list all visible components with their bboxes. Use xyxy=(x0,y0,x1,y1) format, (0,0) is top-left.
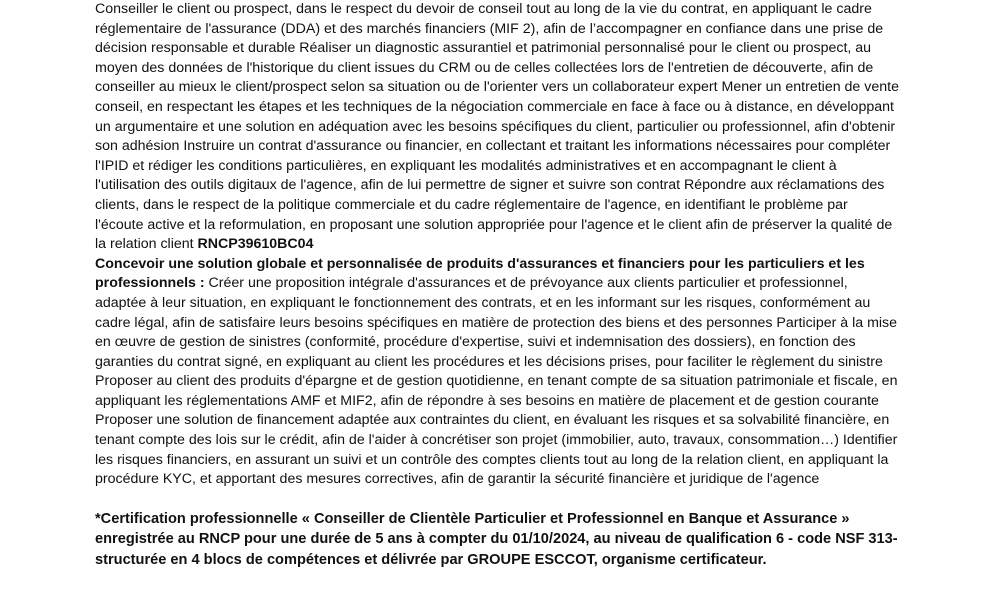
block2-text: Créer une proposition intégrale d'assurances et de prévoyance aux clients particulier et professionnel, adaptée à leur situation, en expliquant le fonctionnement des contrats, et en les informant sur les risques, conformément au cadre légal, afin de satisfaire leurs besoins spécifiques en matière de protection des biens et des personnes Participer à la mise en œuvre de gestion de sinistres (conformité, procédure d'expertise, suivi et indemnisation des dossiers), en fonction des garanties du contrat signé, en expliquant au client les procédures et les décisions prises, pour faciliter le règlement du sinistre Proposer au client des produits d'épargne et de gestion quotidienne, en tenant compte de sa situation patrimoniale et fiscale, en appliquant les réglementations AMF et MIF2, afin de répondre à ses besoins en matière de placement et de gestion courante Proposer une solution de financement adaptée aux contraintes du client, en évaluant les risques et sa solvabilité financière, en tenant compte des lois sur le crédit, afin de l'aider à concrétiser son projet (immobilier, auto, travaux, consommation…) Identifier les risques financiers, en assurant un suivi et un contrôle des comptes clients tout au long de la relation client, en appliquant la procédure KYC, et apportant des mesures correctives, afin de garantir la sécurité financière et juridique de l'agence xyxy=(95,275,898,488)
certification-note: *Certification professionnelle « Conseiller de Clientèle Particulier et Professionnel en Banque et Assurance » enregistrée au RNCP pour une durée de 5 ans à compter du 01/10/2024, au niveau de qualification 6 - code NSF 313- structurée en 4 blocs de compétences et délivrée par GROUPE ESCCOT, organisme certificateur. xyxy=(95,510,898,568)
block2-title: Concevoir une solution globale et personnalisée de produits d'assurances et financiers pour les particuliers et les professionnels : xyxy=(95,255,865,292)
document-page xyxy=(95,0,900,585)
block-code: RNCP39610BC04 xyxy=(197,236,314,253)
competence-blocks-paragraph xyxy=(95,0,900,490)
block1-text: Conseiller le client ou prospect, dans le respect du devoir de conseil tout au long de la vie du contrat, en appliquant le cadre réglementaire de l'assurance (DDA) et des marchés financiers (MIF 2), afin de l’accompagner en confiance dans une prise de décision responsable et durable Réaliser un diagnostic assurantiel et patrimonial personnalisé pour le client ou prospect, au moyen des données de l'historique du client issues du CRM ou de celles collectées lors de l'entretien de découverte, afin de conseiller au mieux le client/prospect selon sa situation ou de l'orienter vers un collaborateur expert Mener un entretien de vente conseil, en respectant les étapes et les techniques de la négociation commerciale en face à face ou à distance, en développant un argumentaire et une solution en adéquation avec les besoins spécifiques du client, particulier ou professionnel, afin d'obtenir son adhésion Instruire un contrat d'assurance ou financier, en collectant et traitant les informations nécessaires pour compléter l'IPID et rédiger les conditions particulières, en expliquant les modalités administratives et en accompagnant le client à l'utilisation des outils digitaux de l'agence, afin de lui permettre de signer et suivre son contrat Répondre aux réclamations des clients, dans le respect de la politique commerciale et du cadre réglementaire de l'agence, en identifiant le problème par l'écoute active et la reformulation, en proposant une solution appropriée pour l'agence et le client afin de préserver la qualité de la relation client xyxy=(95,1,899,253)
